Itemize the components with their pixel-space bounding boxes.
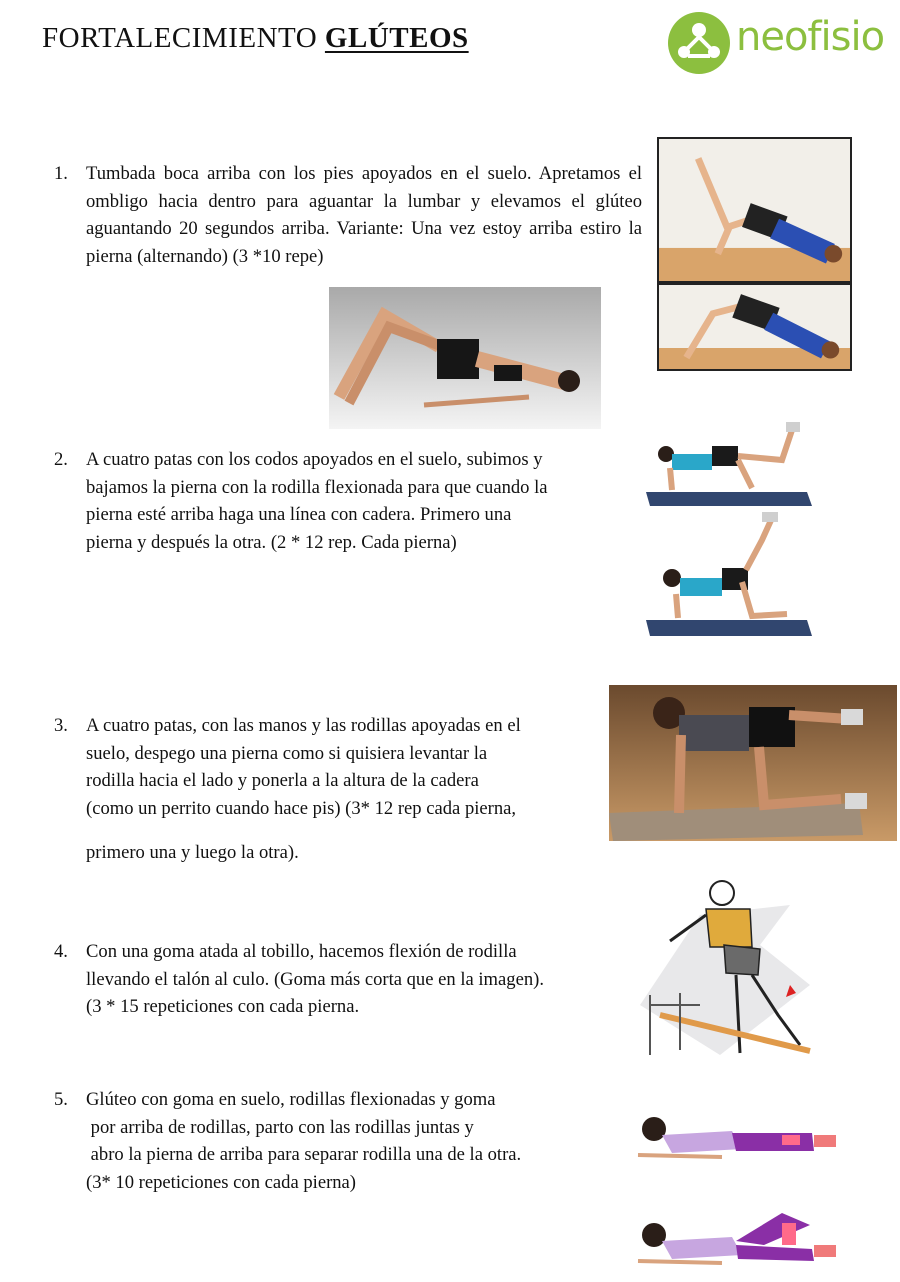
kickback-up-photo bbox=[642, 510, 814, 638]
exercise-number: 3. bbox=[54, 715, 68, 736]
exercise-text bbox=[86, 712, 521, 867]
exercise-line: pierna esté arriba haga una línea con cadera. Primero una bbox=[86, 504, 512, 525]
neofisio-logo bbox=[668, 8, 900, 74]
exercise-number: 4. bbox=[54, 941, 68, 962]
exercise-line: (como un perrito cuando hace pis) (3* 12 rep cada pierna, bbox=[86, 797, 517, 819]
logo-emblem-icon bbox=[668, 12, 730, 74]
exercise-number: 5. bbox=[54, 1089, 68, 1110]
title-emphasis: GLÚTEOS bbox=[324, 22, 469, 54]
band-hamstring-curl-illustration bbox=[640, 875, 822, 1070]
exercise-line: bajamos la pierna con la rodilla flexionada para que cuando la bbox=[86, 476, 548, 498]
exercise-line: (3 * 15 repeticiones con cada pierna. bbox=[86, 996, 360, 1017]
exercise-text bbox=[86, 1086, 521, 1196]
woman-glute-bridge-photo bbox=[329, 287, 601, 429]
exercise-line: primero una y luego la otra). bbox=[86, 842, 299, 863]
clamshell-open-photo bbox=[632, 1205, 846, 1269]
kickback-down-photo bbox=[642, 420, 814, 508]
exercise-line: rodilla hacia el lado y ponerla a la altura de la cadera bbox=[86, 770, 479, 791]
fire-hydrant-photo bbox=[609, 685, 897, 841]
exercise-line: Glúteo con goma en suelo, rodillas flexionadas y goma bbox=[86, 1089, 496, 1110]
exercise-line: suelo, despego una pierna como si quisiera levantar la bbox=[86, 742, 488, 764]
exercise-line: por arriba de rodillas, parto con las rodillas juntas y bbox=[86, 1116, 474, 1138]
glute-bridge-photo bbox=[657, 283, 852, 371]
page-title bbox=[42, 22, 469, 55]
exercise-line: Con una goma atada al tobillo, hacemos flexión de rodilla bbox=[86, 941, 517, 962]
exercise-line: abro la pierna de arriba para separar rodilla una de la otra. bbox=[86, 1144, 522, 1165]
exercise-number: 2. bbox=[54, 449, 68, 470]
single-leg-bridge-photo bbox=[657, 137, 852, 283]
clamshell-closed-photo bbox=[632, 1105, 846, 1163]
exercise-line: llevando el talón al culo. (Goma más corta que en la imagen). bbox=[86, 968, 544, 990]
exercise-number: 1. bbox=[54, 163, 68, 184]
logo-wordmark: neofisio bbox=[736, 14, 885, 60]
exercise-line: pierna y después la otra. (2 * 12 rep. Cada pierna) bbox=[86, 531, 457, 553]
exercise-text: Tumbada boca arriba con los pies apoyados en el suelo. Apretamos el ombligo hacia dentro para aguantar la lumbar y elevamos el glúteo aguantando 20 segundos arriba. Variante: Una vez estoy arriba estiro la pierna (alternando) (3 *10 repe) bbox=[86, 163, 642, 267]
exercise-text bbox=[86, 446, 548, 556]
exercise-line: A cuatro patas, con las manos y las rodillas apoyadas en el bbox=[86, 715, 521, 736]
exercise-line: A cuatro patas con los codos apoyados en el suelo, subimos y bbox=[86, 449, 543, 470]
exercise-line: (3* 10 repeticiones con cada pierna) bbox=[86, 1171, 356, 1193]
title-prefix: FORTALECIMIENTO bbox=[42, 22, 325, 54]
exercise-text bbox=[86, 938, 544, 1021]
